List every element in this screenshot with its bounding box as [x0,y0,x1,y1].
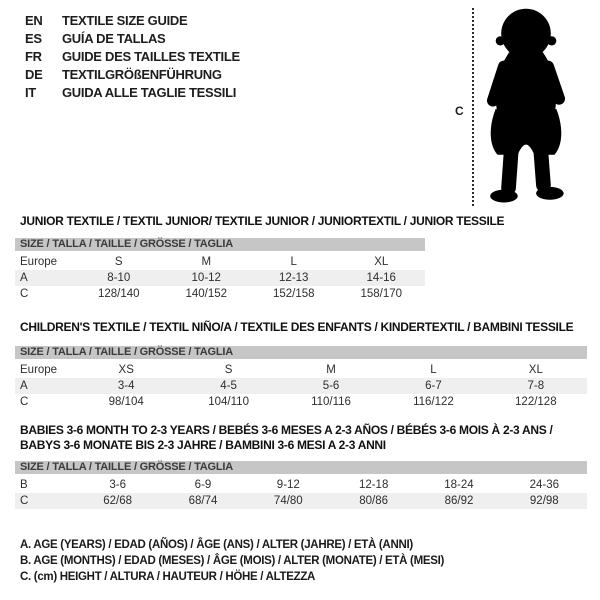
size-cell: 122/128 [515,396,557,408]
row-label: Europe [20,256,58,268]
table-row-europe [15,362,587,378]
table-row-height [15,394,587,410]
language-row-es [25,30,240,48]
size-cell: 116/122 [413,396,454,408]
size-cell: 74/80 [273,495,303,507]
size-cell: M [326,364,336,376]
size-cell: XS [118,364,134,376]
size-cell: 3-4 [117,380,135,392]
size-cell: XL [528,364,543,376]
size-cell: 3-6 [109,479,126,491]
language-list [25,12,240,102]
note-height-cm: C. (cm) HEIGHT / ALTURA / HAUTEUR / HÖHE / ALTEZZA [20,571,316,583]
size-cell: 5-6 [322,380,340,392]
table-row-age [15,270,425,286]
size-cell: L [290,256,297,268]
children-table-title: CHILDREN'S TEXTILE / TEXTIL NIÑO/A / TEXTILE DES ENFANTS / KINDERTEXTIL / BAMBINI TESSILE [20,320,574,334]
row-label: A [20,272,28,284]
size-cell: 18-24 [444,479,474,491]
size-cell: 128/140 [97,288,140,300]
children-size-table [15,346,587,410]
table-row-height [15,286,425,302]
legend-notes [20,537,444,585]
size-cell: 62/68 [103,495,133,507]
size-cell: 12-13 [279,272,309,284]
size-cell: 14-16 [366,272,396,284]
language-title: TEXTILE SIZE GUIDE [62,13,188,28]
size-cell: 140/152 [185,288,228,300]
language-title: GUÍA DE TALLAS [62,31,166,46]
language-row-en [25,12,240,30]
size-cell: XL [374,256,389,268]
table-row-age [15,378,587,394]
language-code: FR [25,49,42,64]
table-row-europe [15,254,425,270]
language-code: DE [25,67,43,82]
size-cell: 12-18 [358,479,389,491]
size-cell: 10-12 [191,272,221,284]
height-measure-label: C [455,104,464,118]
size-cell: 4-5 [220,380,237,392]
language-title: GUIDE DES TAILLES TEXTILE [62,49,240,64]
size-cell: 80/86 [359,495,389,507]
language-row-de [25,66,240,84]
size-header-bar: SIZE / TALLA / TAILLE / GRÖSSE / TAGLIA [15,346,587,359]
language-code: EN [25,13,43,28]
row-label: C [20,495,29,507]
junior-table-title: JUNIOR TEXTILE / TEXTIL JUNIOR/ TEXTILE JUNIOR / JUNIORTEXTIL / JUNIOR TESSILE [20,214,505,228]
row-label: B [20,479,28,491]
size-cell: 6-7 [425,380,442,392]
babies-size-table [15,461,587,509]
language-row-fr [25,48,240,66]
table-row-height [15,493,587,509]
size-cell: 86/92 [444,495,474,507]
row-label: A [20,380,28,392]
size-cell: 92/98 [529,495,559,507]
babies-table-title-line1: BABIES 3-6 MONTH TO 2-3 YEARS / BEBÉS 3-6 MESES A 2-3 AÑOS / BÉBÉS 3-6 MOIS À 2-3 ANS / [20,423,553,437]
row-label: Europe [20,364,58,376]
size-cell: 98/104 [108,396,144,408]
size-cell: S [224,364,233,376]
note-age-months: B. AGE (MONTHS) / EDAD (MESES) / ÂGE (MOIS) / ALTER (MONATE) / ETÀ (MESI) [20,555,445,567]
size-cell: 158/170 [360,288,403,300]
junior-size-table [15,238,425,302]
language-code: IT [25,85,36,100]
language-title: GUIDA ALLE TAGLIE TESSILI [62,85,237,100]
size-cell: 104/110 [208,396,249,408]
note-age-years: A. AGE (YEARS) / EDAD (AÑOS) / ÂGE (ANS) / ALTER (JAHRE) / ETÀ (ANNI) [20,539,413,551]
size-cell: 68/74 [188,495,218,507]
size-cell: 8-10 [107,272,131,284]
size-cell: 9-12 [276,479,300,491]
language-title: TEXTILGRÖßENFÜHRUNG [62,67,222,82]
babies-table-title-line2: BABYS 3-6 MONATE BIS 2-3 JAHRE / BAMBINI 3-6 MESI A 2-3 ANNI [20,438,386,452]
size-cell: 7-8 [527,380,545,392]
row-label: C [20,396,29,408]
size-cell: 152/158 [272,288,315,300]
size-cell: S [114,256,123,268]
size-cell: 110/116 [311,396,351,408]
language-row-it [25,84,240,102]
language-code: ES [25,31,42,46]
size-cell: 24-36 [529,479,560,491]
size-cell: L [430,364,437,376]
size-cell: 6-9 [194,479,212,491]
baby-silhouette-icon [480,6,572,208]
size-header-bar: SIZE / TALLA / TAILLE / GRÖSSE / TAGLIA [15,461,587,474]
size-cell: M [201,256,212,268]
table-row-months [15,477,587,493]
height-measure-line [472,8,474,206]
size-header-bar: SIZE / TALLA / TAILLE / GRÖSSE / TAGLIA [15,238,425,251]
row-label: C [20,288,29,300]
